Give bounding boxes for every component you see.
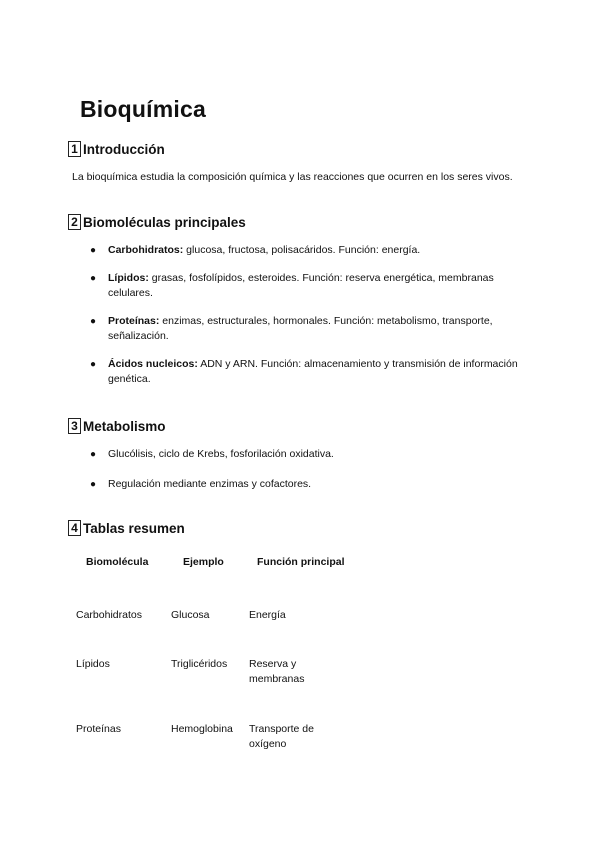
table-header-cell: Ejemplo [183, 556, 224, 568]
section-heading-biomoleculas [68, 214, 246, 230]
table-header-cell: Biomolécula [86, 556, 149, 568]
table-cell: Carbohidratos [76, 609, 142, 621]
table-cell: Reserva y membranas [249, 658, 305, 685]
table-cell: Glucosa [171, 609, 210, 621]
section-number: 1 [68, 141, 81, 157]
section-title: Biomoléculas principales [83, 214, 246, 230]
list-item [90, 477, 520, 492]
list-item [90, 357, 520, 387]
table-cell: Triglicéridos [171, 658, 228, 670]
list-item-text: grasas, fosfolípidos, esteroides. Función: reserva energética, membranas celulares. [108, 272, 494, 299]
biomolecules-list [90, 243, 520, 387]
table-cell: Lípidos [76, 658, 110, 670]
table-cell: Transporte de oxígeno [249, 723, 314, 750]
table-cell: Hemoglobina [171, 723, 233, 735]
table-cell: Proteínas [76, 723, 121, 735]
table-cell: Energía [249, 609, 286, 621]
section-title: Tablas resumen [83, 520, 185, 536]
list-item-text: glucosa, fructosa, polisacáridos. Función: energía. [183, 244, 421, 256]
list-item-text: Glucólisis, ciclo de Krebs, fosforilación oxidativa. [108, 448, 334, 460]
bullet-icon: ● [90, 273, 97, 284]
list-item [90, 271, 520, 301]
list-item-term: Carbohidratos: [108, 244, 184, 256]
list-item [90, 243, 520, 258]
list-item-text: ADN y ARN. Función: almacenamiento y transmisión de información genética. [108, 358, 518, 385]
list-item-term: Ácidos nucleicos: [108, 358, 198, 370]
intro-paragraph: La bioquímica estudia la composición química y las reacciones que ocurren en los seres vivos. [72, 171, 513, 183]
list-item-text: Regulación mediante enzimas y cofactores. [108, 478, 312, 490]
section-title: Metabolismo [83, 418, 166, 434]
table-header-cell: Función principal [257, 556, 345, 568]
list-item-term: Lípidos: [108, 272, 149, 284]
section-heading-introduccion [68, 141, 165, 157]
list-item [90, 447, 520, 462]
bullet-icon: ● [90, 316, 97, 327]
bullet-icon: ● [90, 245, 97, 256]
section-number: 4 [68, 520, 81, 536]
metabolism-list [90, 447, 520, 492]
list-item-term: Proteínas: [108, 315, 160, 327]
section-number: 2 [68, 214, 81, 230]
section-heading-tablas [68, 520, 185, 536]
list-item-text: enzimas, estructurales, hormonales. Función: metabolismo, transporte, señalización. [108, 315, 493, 342]
section-number: 3 [68, 418, 81, 434]
page-title: Bioquímica [80, 96, 206, 122]
list-item [90, 314, 520, 344]
bullet-icon: ● [90, 479, 97, 490]
bullet-icon: ● [90, 359, 97, 370]
bullet-icon: ● [90, 449, 97, 460]
section-title: Introducción [83, 141, 165, 157]
section-heading-metabolismo [68, 418, 166, 434]
